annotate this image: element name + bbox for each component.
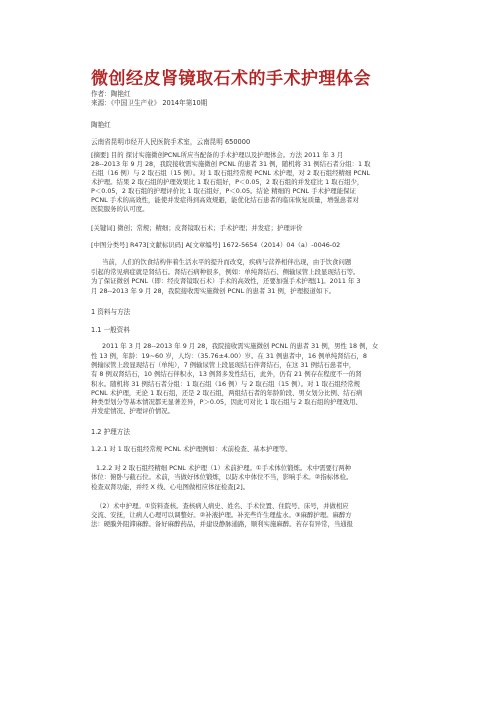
abstract-line: P＜0.05，2 取石组的护理评价比 1 取石组好，P＜0.05。结论 精细的 PCNL 手术护理能保证 bbox=[91, 187, 356, 195]
method-2-line: 体位：俯卧与截石位。术前，当做好体位锻炼，以防术中体位不当，影响手术。②指标体检。 bbox=[91, 473, 353, 481]
general-line: 2011 年 3 月 28--2013 年 9 月 28，我院接收需实施微创 PCNL 的患者 31 例，男性 18 例，女 bbox=[102, 342, 379, 350]
general-line: PCNL 术护理，无论 1 取石组，还是 2 取石组，两组结石者的年龄阶段、男女划分比例、结石病 bbox=[91, 389, 363, 397]
keywords: [关键词] 微创；常规；精细；皮肾镜取石术；手术护理；并发症；护理评价 bbox=[91, 224, 303, 232]
intraop-line: 法：硬膜外阻滞麻醉。备好麻醉药品，并建设静脉通路，顺利实施麻醉。若存有异常，当通报 bbox=[91, 520, 354, 528]
abstract-line: 28--2013 年 9 月 28，我院接收需实施微创 PCNL 的患者 31 例，随机将 31 例结石者分组：1 取 bbox=[91, 160, 371, 168]
general-line: 积水。随机将 31 例结石者分组：1 取石组（16 例）与 2 取石组（15 例）。对 1 取石组经常规 bbox=[91, 380, 360, 388]
general-line: 有 8 例双肾结石，10 例结石伴积水，13 例肾多发性结石，此外，仍有 21 例存在程度不一的肾 bbox=[91, 370, 362, 378]
intro-line: 当前，人们的饮食结构伴着生活水平的提升而改变，疾病与营养相伴出现，由于饮食问题 bbox=[102, 258, 352, 266]
general-line: 性 13 例，年龄：19~60 岁，人均：（35.76±4.00）岁。在 31 例患者中，16 例单纯肾结石，8 bbox=[91, 352, 367, 360]
abstract-line: PCNL 手术的高效性，能使并发症得到高效规避，能优化结石患者的临床恢复质量，增强患者对 bbox=[91, 196, 359, 204]
author-line: 作者：陶艳红 bbox=[91, 90, 131, 98]
general-line: 例输尿管上段显现结石（单纯），7 例输尿管上段显现结石伴肾结石，在这 31 例结石患者中， bbox=[91, 361, 356, 369]
source-line: 来源：《中国卫生产业》 2014年第10期 bbox=[91, 99, 208, 107]
method-1: 1.2.1 对 1 取石组经常规 PCNL 术护理例如：术前检查、基本护理等。 bbox=[91, 445, 292, 453]
intraop-line: 交流、安抚，让病人心理可以调整好。②补液护理。补充些许生理盐水。③麻醉护理。麻醉方 bbox=[91, 511, 352, 519]
affiliation: 云南省昆明市经开人民医院手术室，云南昆明 650000 bbox=[91, 138, 251, 146]
general-line: 种类型划分等基本情况都无显著差异，P＞0.05，因此可对比 1 取石组与 2 取石组的护理效用、 bbox=[91, 398, 362, 406]
intraop-line: （2）术中护理。①资料查核。查核病人病史、姓名、手术位置、住院号、床号，并做相应 bbox=[96, 502, 349, 510]
subsection-heading: 1.2 护理方法 bbox=[91, 428, 130, 436]
abstract-line: 术护理。结果 2 取石组的护理效果比 1 取石组好，P＜0.05，2 取石组的并发症比 1 取石组少， bbox=[91, 178, 364, 186]
general-line: 并发症情况、护理评价情况。 bbox=[91, 407, 175, 415]
intro-line: 为了保证微创 PCNL（即：经皮肾镜取石术）手术的高效性，还要加强手术护理[1]。2011 年 3 bbox=[91, 277, 361, 285]
classification: [中图分类号] R473[文献标识码] A[文章编号] 1672-5654（2014）04（a）-0046-02 bbox=[91, 241, 341, 249]
abstract-line: [摘要] 目的 探讨实施微创PCNL所应当配备的手术护理以及护理体会。方法 2011 年 3 月 bbox=[91, 151, 344, 159]
abstract-line: 医院服务的认可度。 bbox=[91, 205, 149, 213]
section-heading: 1 资料与方法 bbox=[91, 308, 131, 316]
subsection-heading: 1.1 一般资料 bbox=[91, 326, 130, 334]
intro-line: 引起的常见病症就是肾结石。肾结石病种很多，例如：单纯肾结石、侧输尿管上段显现结石等。 bbox=[91, 268, 360, 276]
article-title: 微创经皮肾镜取石术的手术护理体会 bbox=[91, 69, 371, 89]
abstract-line: 石组（16 例）与 2 取石组（15 例）。对 1 取石组经常规 PCNL 术护理，对 2 取石组经精细 PCNL bbox=[91, 169, 371, 177]
method-2-line: 1.2.2 对 2 取石组经精细 PCNL 术护理（1）术前护理。①手术体位锻炼。术中需要行两种 bbox=[96, 464, 352, 472]
method-2-line: 检查双肾功能，并经 X 线、心电图做相应体征检查[2]。 bbox=[91, 483, 250, 491]
intro-line: 月 28--2013 年 9 月 28，我院接收需实施微创 PCNL 的患者 31 例，护理报道如下。 bbox=[91, 287, 336, 295]
byline: 陶艳红 bbox=[91, 121, 111, 129]
